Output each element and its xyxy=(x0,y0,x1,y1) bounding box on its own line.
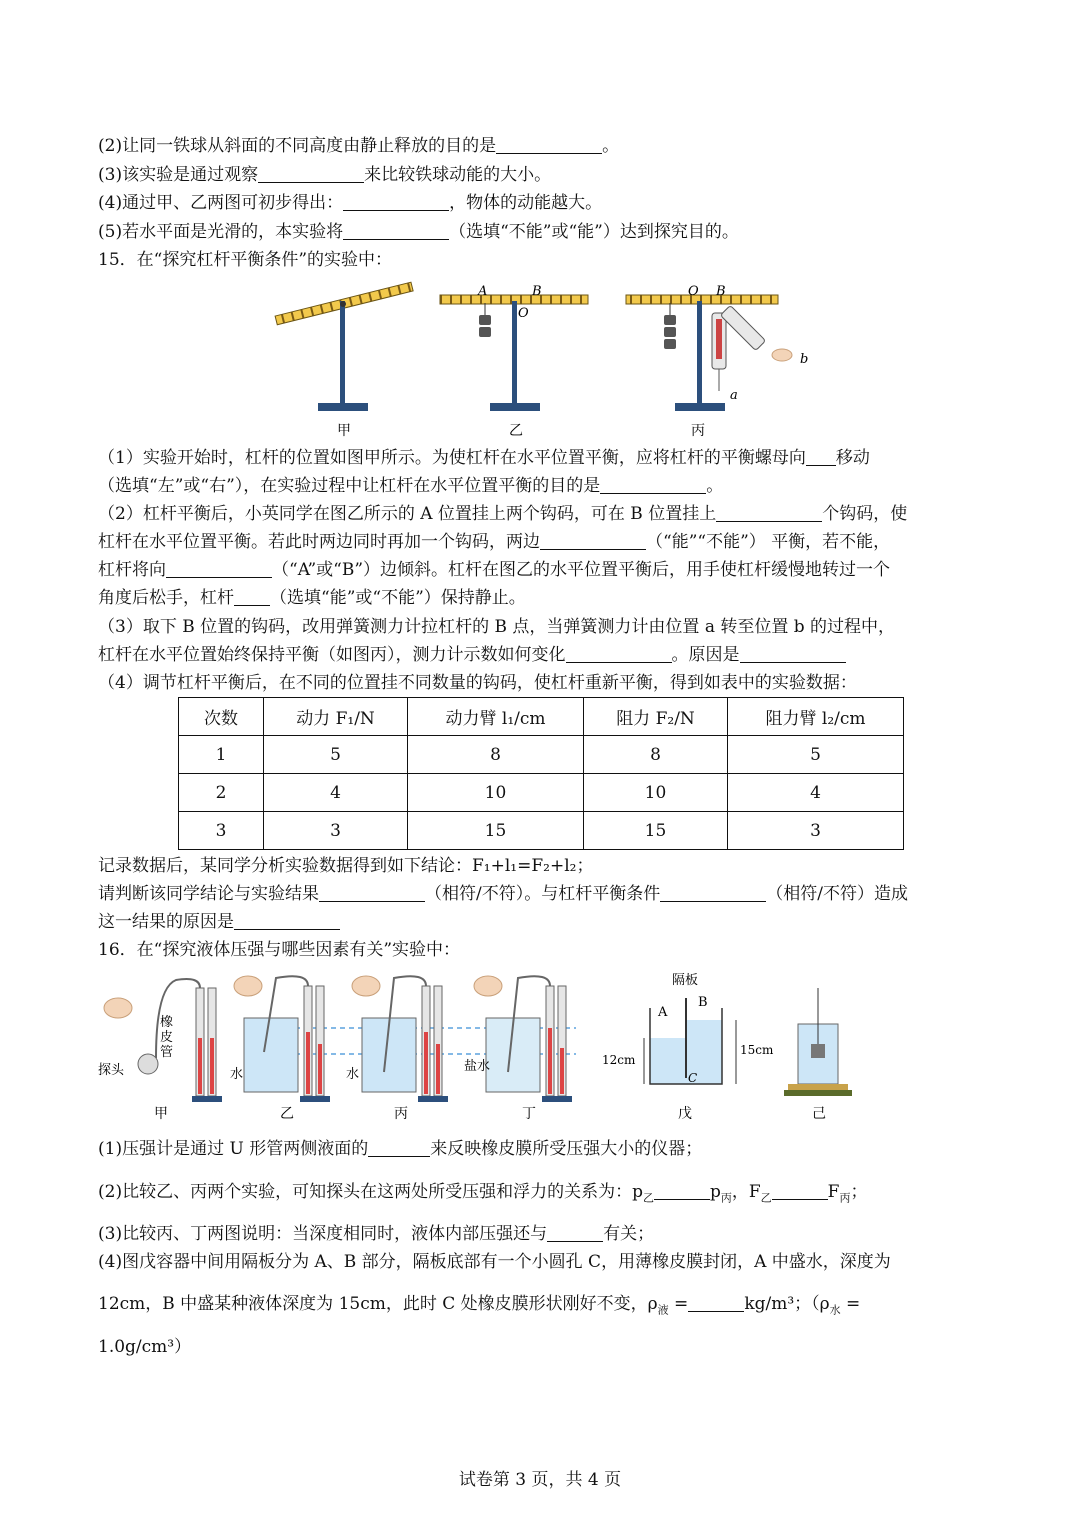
answer-blank[interactable] xyxy=(547,1223,603,1242)
q15-p6: 请判断该同学结论与实验结果 （相符/不符）。与杠杆平衡条件 （相符/不符）造成 xyxy=(98,884,908,904)
q16-line-4: (4)图戊容器中间用隔板分为 A、B 部分，隔板底部有一个小圆孔 C，用薄橡皮膜封闭，A 中盛水，深度为 xyxy=(98,1252,891,1272)
answer-blank[interactable] xyxy=(654,1181,710,1200)
table-cell: 3 xyxy=(179,812,264,850)
caption-ji: 己 xyxy=(812,1106,826,1122)
q14-line-3: (3)该实验是通过观察 来比较铁球动能的大小。 xyxy=(98,165,552,185)
q14-line-5: (5)若水平面是光滑的，本实验将 （选填“不能”或“能”）达到探究目的。 xyxy=(98,222,739,242)
caption-ding: 丁 xyxy=(522,1106,536,1122)
lever-figure-jia xyxy=(275,282,413,411)
answer-blank[interactable] xyxy=(716,503,822,522)
table-cell: 8 xyxy=(408,736,584,774)
container-figure-ji xyxy=(784,988,852,1096)
label-o-yi: O xyxy=(518,306,529,321)
table-cell: 8 xyxy=(584,736,728,774)
answer-blank[interactable] xyxy=(660,883,766,902)
table-cell: 5 xyxy=(728,736,904,774)
label-b-yi: B xyxy=(532,284,542,299)
table-cell: 15 xyxy=(408,812,584,850)
table-cell: 3 xyxy=(264,812,408,850)
gauge-figure-ding xyxy=(474,976,572,1102)
table-cell: 2 xyxy=(179,774,264,812)
answer-blank[interactable] xyxy=(343,192,449,211)
label-brine: 盐水 xyxy=(464,1059,491,1074)
caption-jia: 甲 xyxy=(337,423,351,437)
label-a-yi: A xyxy=(478,284,488,299)
answer-blank[interactable] xyxy=(343,221,449,240)
page-footer: 试卷第 3 页，共 4 页 xyxy=(458,1470,622,1490)
q16-line-5: 12cm，B 中盛某种液体深度为 15cm，此时 C 处橡皮膜形状刚好不变，$\rho_液 = kg/m^3$；（$\rho_水$ = xyxy=(98,1294,861,1317)
q15-p3-line-1: （3）取下 B 位置的钩码，改用弹簧测力计拉杠杆的 B 点，当弹簧测力计由位置 a 转至位置 b 的过程中， xyxy=(98,617,896,637)
table-header: 阻力臂 l₂/cm xyxy=(728,698,904,736)
label-rubber-tube: 橡皮管 xyxy=(160,1015,174,1060)
label-a-container: A xyxy=(658,1005,668,1020)
label-15cm: 15cm xyxy=(740,1043,774,1057)
q15-p7: 这一结果的原因是 xyxy=(98,910,340,934)
answer-blank[interactable] xyxy=(319,883,425,902)
caption-bing: 丙 xyxy=(691,423,705,437)
answer-blank[interactable] xyxy=(740,644,846,663)
q16-line-6: 1.0g/cm³） xyxy=(98,1337,192,1357)
gauge-figure-bing xyxy=(352,976,448,1102)
table-header: 动力 F₁/N xyxy=(264,698,408,736)
table-cell: 4 xyxy=(728,774,904,812)
label-probe: 探头 xyxy=(98,1063,125,1078)
q16-line-3: (3)比较丙、丁两图说明：当深度相同时，液体内部压强还与 有关； xyxy=(98,1224,655,1244)
answer-blank[interactable] xyxy=(772,1181,828,1200)
q14-line-2: (2)让同一铁球从斜面的不同高度由静止释放的目的是 。 xyxy=(98,136,620,156)
table-row xyxy=(179,774,904,812)
answer-blank[interactable] xyxy=(258,164,364,183)
table-header: 动力臂 l₁/cm xyxy=(408,698,584,736)
label-water-1: 水 xyxy=(230,1067,244,1082)
answer-blank[interactable] xyxy=(496,135,602,154)
q16-line-2: (2)比较乙、丙两个实验，可知探头在这两处所受压强和浮力的关系为：$p_乙$ $p_丙$，$F_乙$ $F_丙$； xyxy=(98,1182,868,1205)
table-cell: 10 xyxy=(584,774,728,812)
q16-line-1: (1)压强计是通过 U 形管两侧液面的 来反映橡皮膜所受压强大小的仪器； xyxy=(98,1139,703,1159)
table-cell: 5 xyxy=(264,736,408,774)
q15-p1-line-1: （1）实验开始时，杠杆的位置如图甲所示。为使杠杆在水平位置平衡，应将杠杆的平衡螺母向 移动 xyxy=(98,448,870,468)
table-cell: 1 xyxy=(179,736,264,774)
q15-p3-line-2: 杠杆在水平位置始终保持平衡（如图丙），测力计示数如何变化 。原因是 xyxy=(98,643,846,667)
lever-figure-bing xyxy=(626,295,792,411)
answer-blank[interactable] xyxy=(806,447,836,466)
table-row xyxy=(179,812,904,850)
label-b-pos: b xyxy=(800,352,809,367)
q14-line-4: (4)通过甲、乙两图可初步得出： ，物体的动能越大。 xyxy=(98,193,603,213)
q15-p5: 记录数据后，某同学分析实验数据得到如下结论：F₁+l₁=F₂+l₂； xyxy=(98,856,594,876)
q15-p2-line-3: 杠杆将向 （“A”或“B”）边倾斜。杠杆在图乙的水平位置平衡后，用手使杠杆缓慢地转过一个 xyxy=(98,560,891,580)
caption-jia: 甲 xyxy=(154,1106,168,1122)
gauge-figure-yi xyxy=(234,976,330,1102)
table-cell: 10 xyxy=(408,774,584,812)
caption-bing: 丙 xyxy=(394,1106,408,1122)
table-header-row xyxy=(179,698,904,736)
q15-p2-line-2: 杠杆在水平位置平衡。若此时两边同时再加一个钩码，两边 （“能”“不能”） 平衡，若不能， xyxy=(98,532,891,552)
label-12cm: 12cm xyxy=(602,1053,636,1067)
q15-title: 15．在“探究杠杆平衡条件”的实验中： xyxy=(98,250,393,270)
answer-blank[interactable] xyxy=(166,559,272,578)
q15-p2-line-4: 角度后松手，杠杆 （选填“能”或“不能”）保持静止。 xyxy=(98,588,526,608)
answer-blank[interactable] xyxy=(540,531,646,550)
table-header: 次数 xyxy=(179,698,264,736)
answer-blank[interactable] xyxy=(688,1293,744,1312)
label-b-container: B xyxy=(698,995,708,1010)
label-water-2: 水 xyxy=(346,1067,360,1082)
answer-blank[interactable] xyxy=(368,1138,430,1157)
label-partition: 隔板 xyxy=(672,973,699,988)
label-o-bing: O xyxy=(688,284,699,299)
caption-wu: 戊 xyxy=(678,1106,692,1122)
table-cell: 3 xyxy=(728,812,904,850)
answer-blank[interactable] xyxy=(234,911,340,930)
table-header: 阻力 F₂/N xyxy=(584,698,728,736)
caption-yi: 乙 xyxy=(280,1106,294,1122)
label-b-bing: B xyxy=(716,284,726,299)
label-c-hole: C xyxy=(688,1071,698,1085)
q15-p2-line-1: （2）杠杆平衡后，小英同学在图乙所示的 A 位置挂上两个钩码，可在 B 位置挂上 个钩码，使 xyxy=(98,504,908,524)
lever-figures xyxy=(260,275,820,437)
lever-figure-yi xyxy=(440,295,588,411)
table-cell: 4 xyxy=(264,774,408,812)
table-row xyxy=(179,736,904,774)
q16-title: 16．在“探究液体压强与哪些因素有关”实验中： xyxy=(98,940,461,960)
q15-p4: （4）调节杠杆平衡后，在不同的位置挂不同数量的钩码，使杠杆重新平衡，得到如表中的实验数据： xyxy=(98,673,857,693)
answer-blank[interactable] xyxy=(566,644,672,663)
table-cell: 15 xyxy=(584,812,728,850)
q15-p1-line-2: （选填“左”或“右”），在实验过程中让杠杆在水平位置平衡的目的是 。 xyxy=(98,476,724,496)
answer-blank[interactable] xyxy=(600,475,706,494)
caption-yi: 乙 xyxy=(509,423,523,437)
pressure-figures xyxy=(96,968,876,1128)
label-a-pos: a xyxy=(730,388,738,403)
answer-blank[interactable] xyxy=(234,587,270,606)
lever-data-table xyxy=(178,697,904,850)
